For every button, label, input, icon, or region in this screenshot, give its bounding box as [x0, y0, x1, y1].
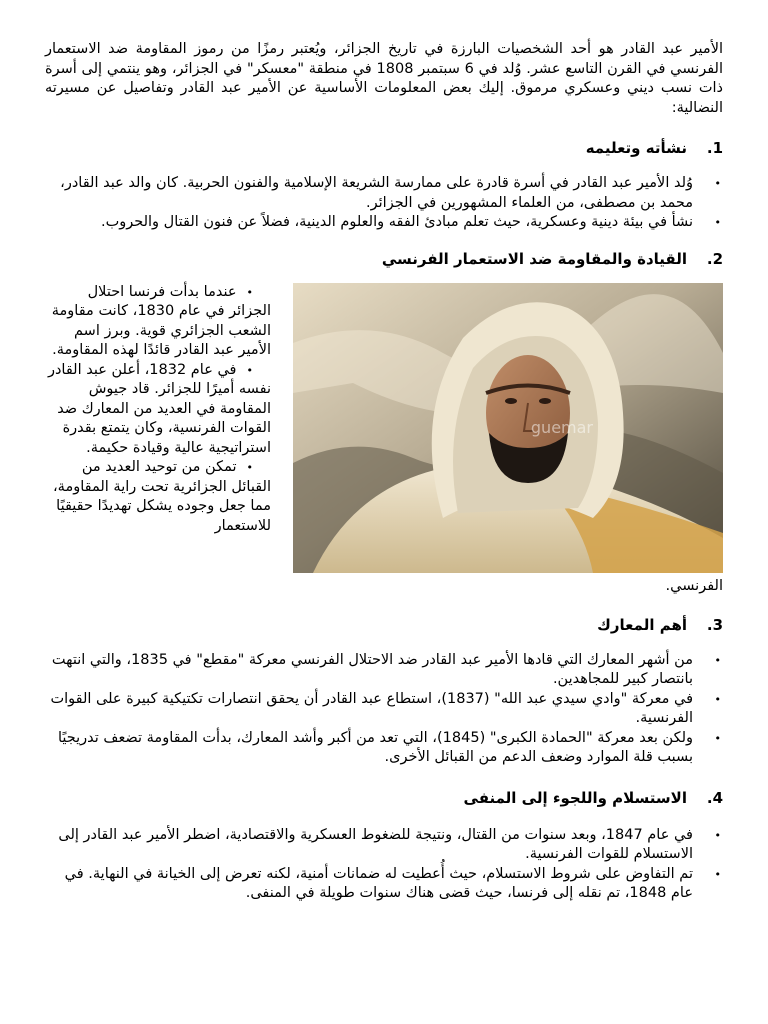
section-title: نشأته وتعليمه [585, 139, 687, 157]
section-heading-resistance [45, 249, 723, 269]
list-item: • وُلد الأمير عبد القادر في أسرة قادرة على ممارسة الشريعة الإسلامية والفنون الحربية. كان والد عبد القادر، محمد بن مصطفى، من العلماء المشهورين في الجزائر. [45, 174, 723, 213]
list-item: • في عام 1832، أعلن عبد القادر نفسه أميرًا للجزائر. قاد جيوش المقاومة في العديد من المعارك ضد القوات الفرنسية، وكان يتمتع بقدرة استراتيجية عالية وقيادة حكيمة. [45, 361, 271, 459]
section-number: 4. [706, 788, 723, 807]
list-item: • ولكن بعد معركة "الحمادة الكبرى" (1845)، التي تعد من أكبر وأشد المعارك، بدأت المقاومة تضعف تدريجيًا بسبب قلة الموارد وضعف الدعم من القبائل الأخرى. [45, 729, 723, 768]
list-item: • عندما بدأت فرنسا احتلال الجزائر في عام 1830، كانت مقاومة الشعب الجزائري قوية. وبرز اسم الأمير عبد القادر قائدًا لهذه المقاومة. [45, 283, 271, 361]
intro-paragraph: الأمير عبد القادر هو أحد الشخصيات البارزة في تاريخ الجزائر، ويُعتبر رمزًا من رموز المقاومة ضد الاستعمار الفرنسي في القرن التاسع عشر. وُلد في 6 سبتمبر 1808 في منطقة "معسكر" في الجزائر، وهو ينتمي إلى أسرة ذات نسب ديني وعسكري مرموق. إليك بعض المعلومات الأساسية عن الأمير عبد القادر وتفاصيل عن مسيرته النضالية: [45, 41, 723, 116]
section-title: أهم المعارك [597, 615, 687, 634]
list-item: • في معركة "وادي سيدي عبد الله" (1837)، استطاع عبد القادر أن يحقق انتصارات تكتيكية كبيرة على القوات الفرنسية. [45, 690, 723, 729]
list-item: • في عام 1847، وبعد سنوات من القتال، ونتيجة للضغوط العسكرية والاقتصادية، اضطر الأمير عبد القادر إلى الاستسلام للقوات الفرنسية. [45, 826, 723, 865]
section-heading-upbringing [45, 138, 723, 158]
section-heading-battles [45, 615, 723, 635]
section-resistance-body [45, 283, 723, 615]
portrait-watermark: guemar [530, 417, 593, 437]
section-list-battles [45, 651, 723, 768]
list-item: • تم التفاوض على شروط الاستسلام، حيث أُعطيت له ضمانات أمنية، لكنه تعرض إلى الخيانة في النهاية. في عام 1848، تم نقله إلى فرنسا، حيث قضى هناك سنوات طويلة في المنفى. [45, 865, 723, 904]
section-list-resistance [45, 283, 271, 537]
list-item: • من أشهر المعارك التي قادها الأمير عبد القادر ضد الاحتلال الفرنسي معركة "مقطع" في 1835، والتي انتهت بانتصار كبير للمجاهدين. [45, 651, 723, 690]
section-title: الاستسلام واللجوء إلى المنفى [463, 788, 687, 807]
section-title: القيادة والمقاومة ضد الاستعمار الفرنسي [381, 249, 687, 268]
list-item: • نشأ في بيئة دينية وعسكرية، حيث تعلم مبادئ الفقه والعلوم الدينية، فضلاً عن فنون القتال والحروب. [45, 213, 723, 233]
wrapped-text-tail: الفرنسي. [665, 577, 723, 594]
list-item: • تمكن من توحيد العديد من القبائل الجزائرية تحت راية المقاومة، مما جعل وجوده يشكل تهديدًا حقيقيًا للاستعمار [45, 458, 271, 536]
section-number: 1. [706, 139, 723, 157]
section-heading-exile [45, 788, 723, 808]
section-number: 3. [706, 615, 723, 634]
emir-abdelkader-portrait [293, 283, 723, 573]
section-list-exile [45, 826, 723, 904]
section-list-upbringing [45, 174, 723, 233]
section-number: 2. [706, 249, 723, 268]
